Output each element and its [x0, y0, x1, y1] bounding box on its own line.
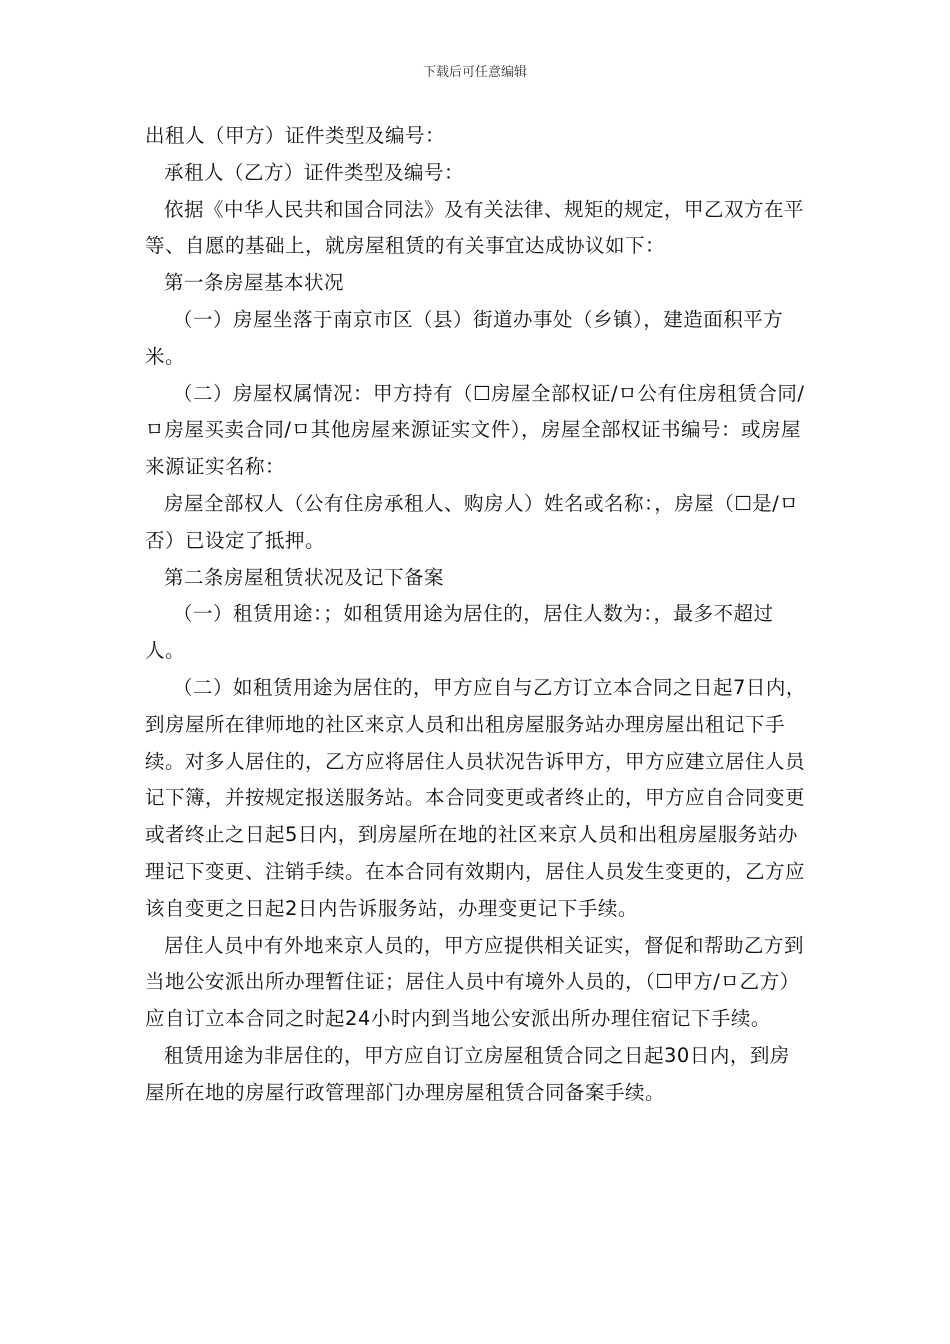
- paragraph-lessee-id: 承租人（乙方）证件类型及编号：: [164, 160, 465, 184]
- paragraph-1-2-ownership: （二）房屋权属情况：甲方持有（☐房屋全部权证/ㅁ公有住房租赁合同/ㅁ房屋买卖合同/ㅁ其他房屋来源证实文件），房屋全部权证书编号：或房屋来源证实名称：: [145, 381, 805, 479]
- paragraph-2-1-use: （一）租赁用途：；如租赁用途为居住的，居住人数为：，最多不超过人。: [145, 602, 774, 663]
- article-1-heading: 第一条房屋基本状况: [164, 271, 345, 295]
- article-2-heading: 第二条房屋租赁状况及记下备案: [164, 565, 445, 589]
- paragraph-lessor-id: 出租人（甲方）证件类型及编号：: [145, 124, 446, 147]
- contract-body: [145, 118, 807, 1112]
- page-header-note: 下载后可任意编辑: [422, 65, 527, 80]
- paragraph-1-1-location: （一）房屋坐落于南京市区（县）街道办事处（乡镇），建造面积平方米。: [145, 307, 784, 368]
- paragraph-preamble: 依据《中华人民共和国合同法》及有关法律、规矩的规定，甲乙双方在平等、自愿的基础上，就房屋租赁的有关事宜达成协议如下：: [145, 197, 805, 258]
- paragraph-residents-permit: 居住人员中有外地来京人员的，甲方应提供相关证实，督促和帮助乙方到当地公安派出所办理暂住证；居住人员中有境外人员的，（☐甲方/ㅁ乙方）应自订立本合同之时起24小时内到当地公安派出所办理住宿记下手续。: [145, 933, 805, 1031]
- paragraph-non-residential-filing: 租赁用途为非居住的，甲方应自订立房屋租赁合同之日起30日内，到房屋所在地的房屋行政管理部门办理房屋租赁合同备案手续。: [145, 1043, 790, 1104]
- paragraph-2-2-registration: （二）如租赁用途为居住的，甲方应自与乙方订立本合同之日起7日内，到房屋所在律师地的社区来京人员和出租房屋服务站办理房屋出租记下手续。对多人居住的，乙方应将居住人员状况告诉甲方，甲方应建立居住人员记下簿，并按规定报送服务站。本合同变更或者终止的，甲方应自合同变更或者终止之日起5日内，到房屋所在地的社区来京人员和出租房屋服务站办理记下变更、注销手续。在本合同有效期内，居住人员发生变更的，乙方应该自变更之日起2日内告诉服务站，办理变更记下手续。: [145, 675, 806, 920]
- paragraph-owner-mortgage: 房屋全部权人（公有住房承租人、购房人）姓名或名称：，房屋（☐是/ㅁ否）已设定了抵押。: [145, 491, 799, 552]
